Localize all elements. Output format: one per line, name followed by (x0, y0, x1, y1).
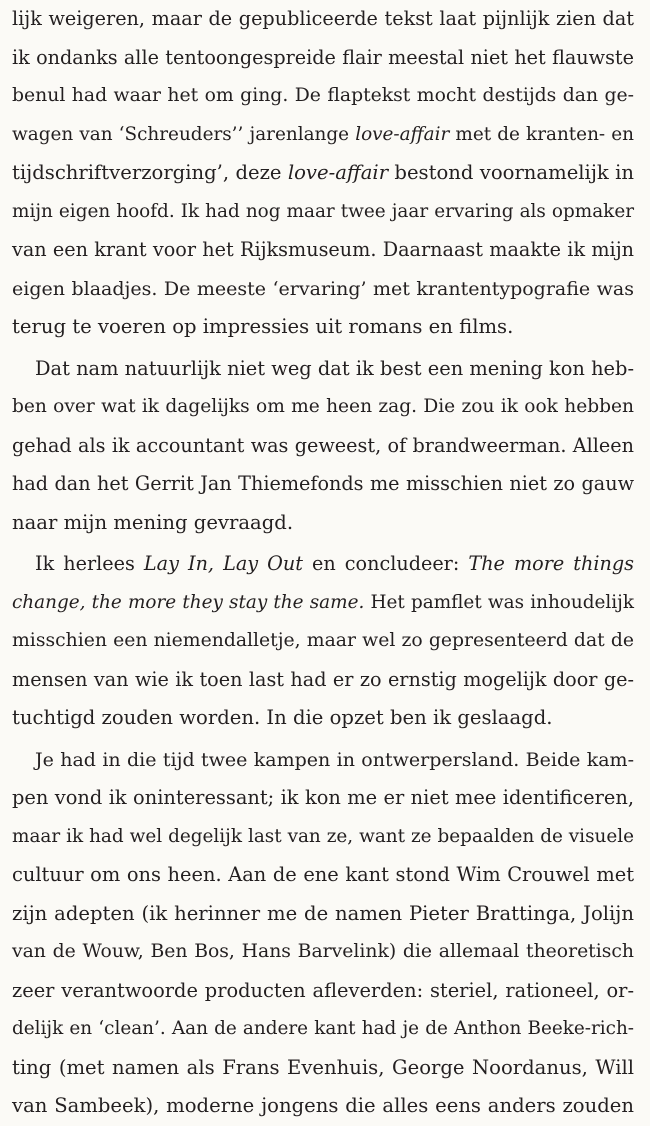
text-run: van de Wouw, Ben Bos, Hans Barvelink) die allemaal theoretisch (12, 941, 634, 962)
text-run: mijn eigen hoofd. Ik had nog maar twee jaar ervaring als opmaker (12, 200, 634, 222)
text-run: gehad als ik accountant was geweest, of brandweerman. Alleen (12, 433, 634, 457)
text-line (12, 1049, 634, 1088)
text-run: misschien een niemendalletje, maar wel zo gepresenteerd dat de (12, 630, 634, 651)
text-line (12, 856, 634, 895)
paragraph (12, 741, 634, 1126)
text-run: pen vond ik oninteressant; ik kon me er niet mee identificeren, (12, 786, 634, 809)
text-run: naar mijn mening gevraagd. (12, 510, 294, 534)
text-line (12, 622, 634, 661)
text-run: bestond voornamelijk in (388, 161, 634, 184)
text-line (12, 388, 634, 427)
text-run: delijk en ‘clean’. Aan de andere kant had je de Anthon Beeke-rich- (12, 1018, 634, 1039)
italic-phrase: Lay In, Lay Out (143, 552, 303, 575)
text-run: Dat nam natuurlijk niet weg dat ik best een mening kon heb- (35, 356, 634, 380)
text-run: mensen van wie ik toen last had er zo ernstig mogelijk door ge- (12, 667, 634, 691)
italic-phrase: love-affair (287, 161, 389, 184)
text-run: van Sambeek), moderne jongens die alles eens anders zouden (12, 1094, 634, 1117)
text-run: ting (met namen als Frans Evenhuis, George Noordanus, Will (12, 1055, 634, 1079)
text-run: eigen blaadjes. De meeste ‘ervaring’ met krantentypografie was (12, 277, 634, 300)
text-run: met de kranten- en (449, 123, 634, 145)
text-line (12, 154, 634, 193)
text-run: Je had in die tijd twee kampen in ontwerpersland. Beide kam- (35, 748, 634, 771)
text-run: tuchtigd zouden worden. In die opzet ben ik geslaagd. (12, 706, 553, 729)
text-run: wagen van ‘Schreuders’’ jarenlange (12, 123, 356, 145)
text-run: Ik herlees (35, 552, 144, 575)
text-line (12, 779, 634, 818)
text-run: en concludeer: (302, 552, 469, 575)
text-line (12, 818, 634, 857)
text-line (12, 933, 634, 972)
text-run: terug te voeren op impressies uit romans en films. (12, 315, 514, 338)
text-line (12, 741, 634, 780)
text-line (12, 270, 634, 309)
text-line (12, 350, 634, 389)
paragraph (12, 0, 634, 347)
text-line (12, 39, 634, 78)
text-line (12, 308, 634, 347)
body-text (12, 0, 634, 1126)
text-line (12, 0, 634, 39)
paragraph (12, 545, 634, 738)
text-line (12, 545, 634, 584)
text-line (12, 116, 634, 155)
text-line (12, 193, 634, 232)
paragraph (12, 350, 634, 543)
text-line (12, 427, 634, 466)
text-run: cultuur om ons heen. Aan de ene kant stond Wim Crouwel met (12, 863, 634, 886)
text-line (12, 699, 634, 738)
text-run: zijn adepten (ik herinner me de namen Pieter Brattinga, Jolijn (12, 901, 634, 925)
italic-phrase: The more things (468, 552, 634, 575)
text-line (12, 504, 634, 543)
text-line (12, 1010, 634, 1049)
text-line (12, 895, 634, 934)
text-line (12, 661, 634, 700)
text-run: van een krant voor het Rijksmuseum. Daarnaast maakte ik mijn (12, 238, 634, 261)
text-line (12, 584, 634, 623)
text-line (12, 465, 634, 504)
text-line (12, 231, 634, 270)
italic-phrase: love-affair (355, 123, 450, 145)
text-line (12, 972, 634, 1011)
text-run: lijk weigeren, maar de gepubliceerde tekst laat pijnlijk zien dat (12, 7, 634, 30)
text-run: zeer verantwoorde producten afleverden: steriel, rationeel, or- (12, 978, 634, 1002)
text-run: Het pamflet was inhoudelijk (364, 591, 634, 613)
text-run: maar ik had wel degelijk last van ze, want ze bepaalden de visuele (12, 825, 634, 847)
text-line (12, 1087, 634, 1126)
text-line (12, 77, 634, 116)
italic-phrase: change, the more they stay the same. (12, 591, 365, 613)
text-run: tijdschriftverzorging’, deze (12, 161, 288, 184)
text-run: had dan het Gerrit Jan Thiemefonds me misschien niet zo gauw (12, 472, 634, 495)
text-run: ben over wat ik dagelijks om me heen zag. Die zou ik ook hebben (12, 396, 634, 417)
text-run: benul had waar het om ging. De flaptekst mocht destijds dan ge- (12, 85, 634, 106)
text-run: ik ondanks alle tentoongespreide flair meestal niet het flauwste (12, 45, 634, 69)
